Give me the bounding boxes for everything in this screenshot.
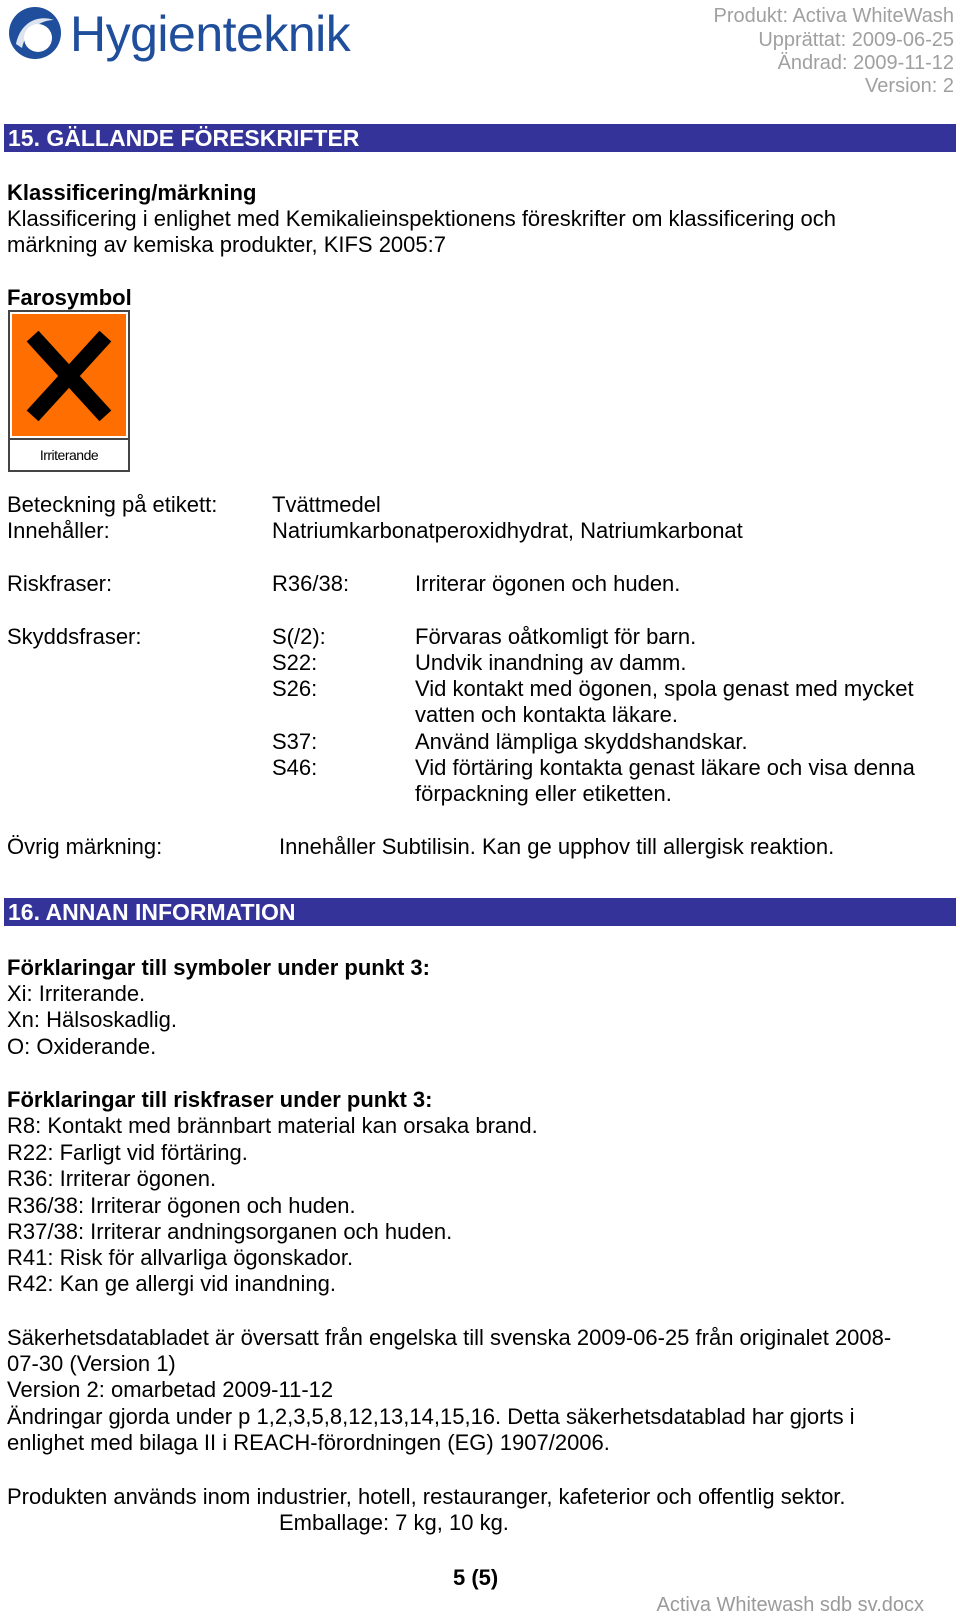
safety-phrase-code: S37: [272,729,318,754]
risk-explanation: R8: Kontakt med brännbart material kan orsaka brand. [7,1113,538,1138]
header-created: Upprättat: 2009-06-25 [758,29,954,51]
header-product: Produkt: Activa WhiteWash [713,5,954,27]
safety-phrase-code: S22: [272,650,318,675]
risk-explanations-heading: Förklaringar till riskfraser under punkt 3: [7,1087,433,1112]
translation-note-line: enlighet med bilaga II i REACH-förordningen (EG) 1907/2006. [7,1430,610,1455]
risk-phrase-code: R36/38: [272,571,350,596]
safety-phrase-text: förpackning eller etiketten. [415,781,672,806]
risk-explanation: R22: Farligt vid förtäring. [7,1140,248,1165]
safety-phrase-code: S26: [272,676,318,701]
safety-phrase-code: S(/2): [272,624,326,649]
other-marking-value: Innehåller Subtilisin. Kan ge upphov till allergisk reaktion. [279,834,835,859]
contains-value: Natriumkarbonatperoxidhydrat, Natriumkarbonat [272,518,743,543]
risk-explanation: R41: Risk för allvarliga ögonskador. [7,1245,354,1270]
packaging-text: Emballage: 7 kg, 10 kg. [279,1510,509,1535]
section-16-title: 16. ANNAN INFORMATION [4,898,956,926]
safety-phrase-text: Använd lämpliga skyddshandskar. [415,729,748,754]
classification-text-line: märkning av kemiska produkter, KIFS 2005:7 [7,232,446,257]
translation-note-line: Säkerhetsdatabladet är översatt från engelska till svenska 2009-06-25 från originalet 2008- [7,1325,892,1350]
risk-phrases-label: Riskfraser: [7,571,113,596]
other-marking-label: Övrig märkning: [7,834,163,859]
safety-phrase-code: S46: [272,755,318,780]
safety-phrases-label: Skyddsfraser: [7,624,142,649]
classification-heading: Klassificering/märkning [7,180,257,205]
hazard-symbol-heading: Farosymbol [7,285,132,310]
logo [4,2,351,64]
safety-phrase-text: Förvaras oåtkomligt för barn. [415,624,697,649]
symbols-heading: Förklaringar till symboler under punkt 3: [7,955,430,980]
risk-phrase-text: Irriterar ögonen och huden. [415,571,681,596]
symbol-explanation: O: Oxiderande. [7,1034,157,1059]
risk-explanation: R42: Kan ge allergi vid inandning. [7,1271,337,1296]
contains-label: Innehåller: [7,518,110,543]
symbol-explanation: Xi: Irriterande. [7,981,146,1006]
hazard-symbol-label: Irriterande [10,438,128,470]
symbol-explanation: Xn: Hälsoskadlig. [7,1007,177,1032]
safety-phrase-text: Undvik inandning av damm. [415,650,687,675]
section-15-title: 15. GÄLLANDE FÖRESKRIFTER [4,124,956,152]
logo-mark-icon [6,4,64,62]
classification-text-line: Klassificering i enlighet med Kemikalieinspektionens föreskrifter om klassificering och [7,206,837,231]
header-version: Version: 2 [865,75,954,97]
safety-phrase-text: vatten och kontakta läkare. [415,702,678,727]
irritant-cross-icon [12,314,126,436]
logo-text: Hygienteknik [70,6,351,62]
translation-note-line: Version 2: omarbetad 2009-11-12 [7,1377,334,1402]
risk-explanation: R36: Irriterar ögonen. [7,1166,217,1191]
risk-explanation: R36/38: Irriterar ögonen och huden. [7,1193,356,1218]
label-designation-label: Beteckning på etikett: [7,492,218,517]
header-modified: Ändrad: 2009-11-12 [777,52,954,74]
translation-note-line: 07-30 (Version 1) [7,1351,176,1376]
risk-explanation: R37/38: Irriterar andningsorganen och huden. [7,1219,453,1244]
hazard-symbol [8,310,130,472]
safety-phrase-text: Vid förtäring kontakta genast läkare och visa denna [415,755,915,780]
label-designation-value: Tvättmedel [272,492,381,517]
page-number: 5 (5) [453,1565,499,1590]
footer-filename: Activa Whitewash sdb sv.docx [656,1594,924,1616]
hazard-symbol-background [12,314,126,436]
translation-note-line: Ändringar gjorda under p 1,2,3,5,8,12,13,14,15,16. Detta säkerhetsdatablad har gjorts i [7,1404,855,1429]
usage-text: Produkten används inom industrier, hotell, restauranger, kafeterior och offentlig sektor. [7,1484,846,1509]
safety-phrase-text: Vid kontakt med ögonen, spola genast med mycket [415,676,914,701]
